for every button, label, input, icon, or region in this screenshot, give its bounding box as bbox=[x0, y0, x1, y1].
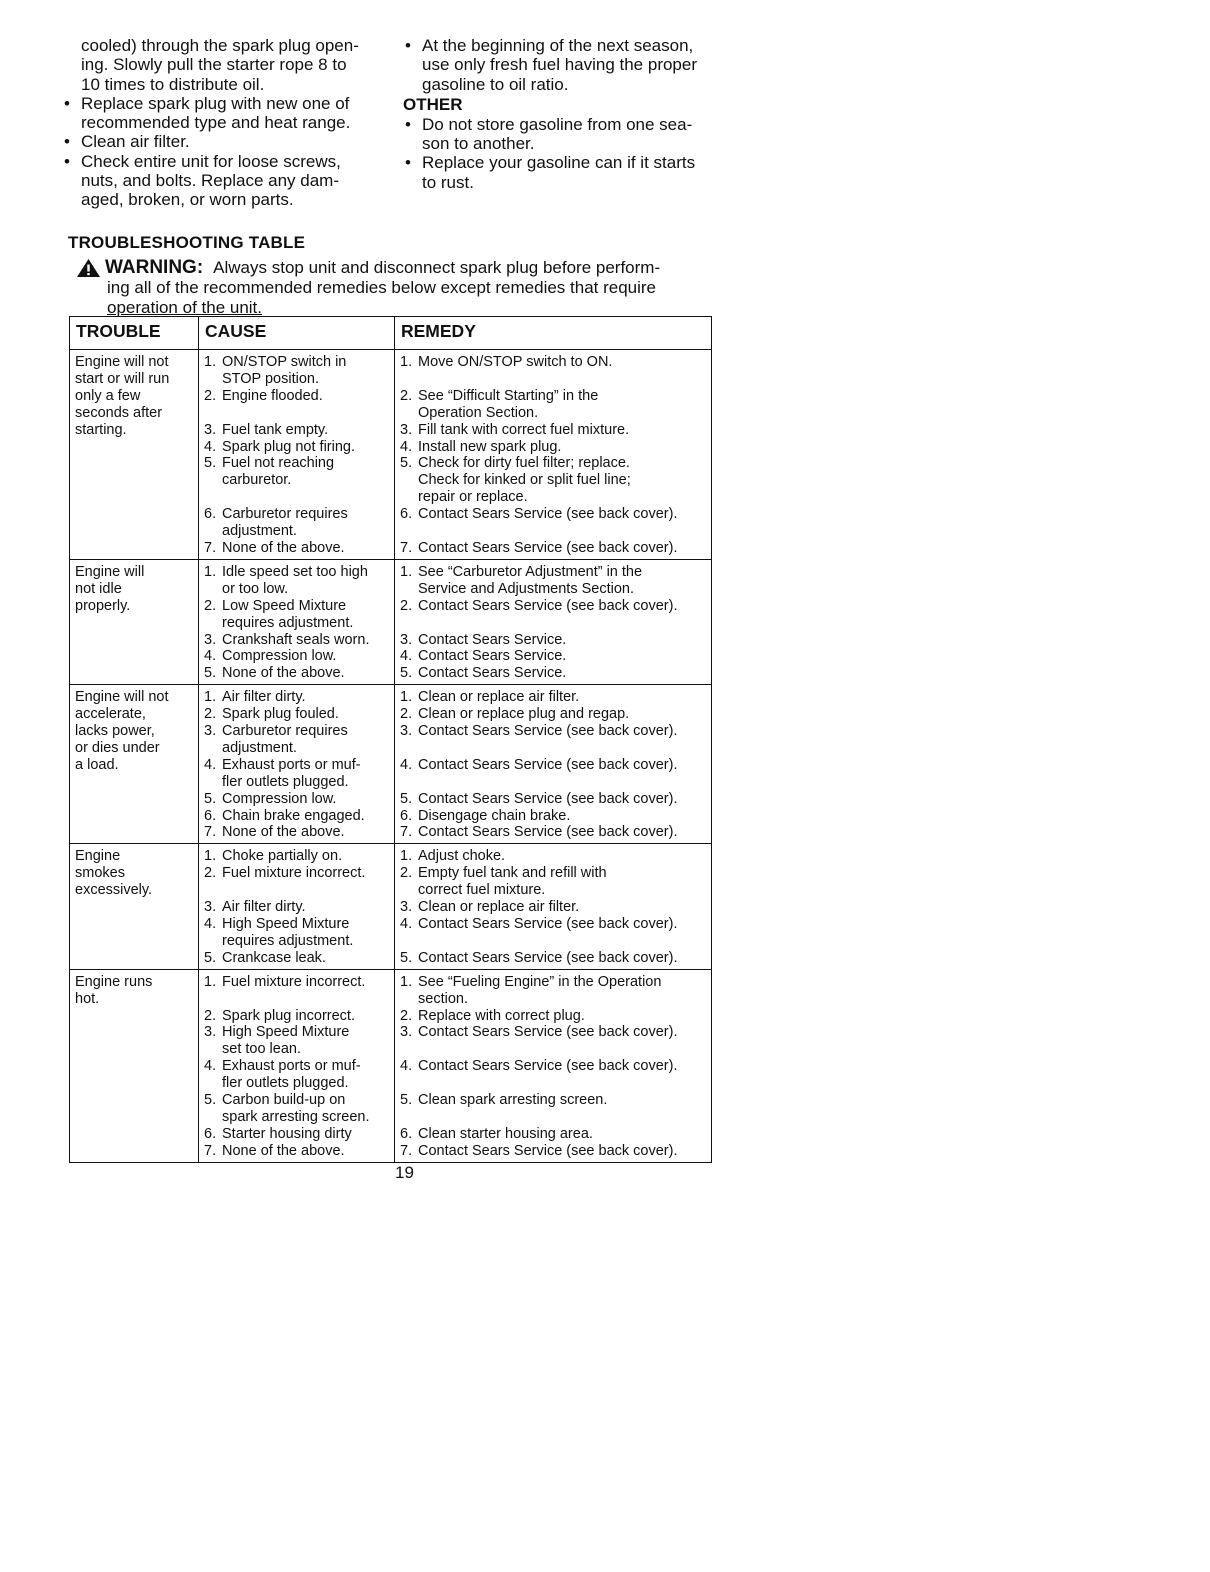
bullet-item: • Check entire unit for loose screws, nuts, and bolts. Replace any dam- aged, broken, or worn parts. bbox=[62, 152, 392, 210]
remedy-item: 2. Replace with correct plug. bbox=[400, 1007, 585, 1024]
right-bullet-list bbox=[403, 36, 723, 94]
bullet-item: • Clean air filter. bbox=[62, 132, 392, 151]
remedy-item: 7. Contact Sears Service (see back cover). bbox=[400, 1142, 678, 1159]
remedy-item: 5. Clean spark arresting screen. bbox=[400, 1092, 608, 1109]
trouble-cell: Engine will not accelerate, lacks power, or dies under a load. bbox=[70, 685, 199, 844]
other-heading: OTHER bbox=[403, 94, 463, 114]
remedy-cell bbox=[395, 969, 712, 1162]
bullet-item: • Do not store gasoline from one sea- son to another. bbox=[403, 115, 723, 154]
header-trouble: TROUBLE bbox=[70, 317, 199, 350]
cause-item: 2. Engine flooded. bbox=[204, 387, 323, 404]
remedy-item: 5. Check for dirty fuel filter; replace. Check for kinked or split fuel line; repair or replace. bbox=[400, 455, 631, 506]
remedy-item: 5. Contact Sears Service (see back cover). bbox=[400, 790, 678, 807]
bullet-item: • Replace your gasoline can if it starts to rust. bbox=[403, 153, 723, 192]
remedy-item: 4. Contact Sears Service (see back cover). bbox=[400, 756, 678, 773]
remedy-item: 3. Contact Sears Service (see back cover). bbox=[400, 723, 678, 740]
cause-item: 4. Compression low. bbox=[204, 648, 337, 665]
cause-item: 2. Spark plug fouled. bbox=[204, 706, 339, 723]
cause-item: 7. None of the above. bbox=[204, 1142, 345, 1159]
left-column bbox=[62, 36, 392, 210]
cause-cell bbox=[199, 350, 395, 560]
continuation-text: cooled) through the spark plug open- ing. Slowly pull the starter rope 8 to 10 times to distribute oil. bbox=[81, 36, 359, 94]
warning-text-line-1: Always stop unit and disconnect spark plug before perform- bbox=[213, 258, 661, 277]
troubleshooting-title: TROUBLESHOOTING TABLE bbox=[68, 233, 306, 252]
cause-item: 5. None of the above. bbox=[204, 665, 345, 682]
cause-item: 4. Spark plug not firing. bbox=[204, 438, 355, 455]
table-body bbox=[70, 350, 712, 1163]
table-row bbox=[70, 350, 712, 560]
trouble-cell: Engine runs hot. bbox=[70, 969, 199, 1162]
remedy-item: 2. See “Difficult Starting” in the Operation Section. bbox=[400, 387, 599, 421]
cause-item: 5. Crankcase leak. bbox=[204, 949, 326, 966]
cause-item: 5. Carbon build-up on spark arresting screen. bbox=[204, 1092, 370, 1125]
cause-cell bbox=[199, 969, 395, 1162]
cause-item: 2. Low Speed Mixture requires adjustment. bbox=[204, 597, 354, 631]
remedy-item: 5. Contact Sears Service. bbox=[400, 665, 567, 682]
trouble-cell: Engine will not start or will run only a few seconds after starting. bbox=[70, 350, 199, 560]
remedy-item: 4. Install new spark plug. bbox=[400, 438, 562, 455]
bullet-item: • At the beginning of the next season, use only fresh fuel having the proper gasoline to oil ratio. bbox=[403, 36, 723, 94]
remedy-item: 6. Clean starter housing area. bbox=[400, 1125, 593, 1142]
cause-cell bbox=[199, 559, 395, 684]
cause-item: 5. Fuel not reaching carburetor. bbox=[204, 455, 335, 489]
cause-item: 3. Crankshaft seals worn. bbox=[204, 631, 370, 648]
cause-item: 3. High Speed Mixture set too lean. bbox=[204, 1024, 350, 1058]
remedy-item: 1. Move ON/STOP switch to ON. bbox=[400, 354, 613, 370]
other-bullet-list bbox=[403, 115, 723, 192]
trouble-cell: Engine smokes excessively. bbox=[70, 844, 199, 969]
cause-item: 1. Idle speed set too high or too low. bbox=[204, 563, 368, 597]
warning-text-line-3: operation of the unit. bbox=[107, 298, 263, 317]
header-cause: CAUSE bbox=[199, 317, 395, 350]
bullet-item: • Replace spark plug with new one of recommended type and heat range. bbox=[62, 94, 392, 133]
cause-cell bbox=[199, 844, 395, 969]
remedy-item: 4. Contact Sears Service (see back cover). bbox=[400, 1058, 678, 1075]
cause-item: 1. Choke partially on. bbox=[204, 848, 343, 865]
right-column bbox=[403, 36, 723, 192]
cause-item: 2. Spark plug incorrect. bbox=[204, 1007, 355, 1024]
cause-item: 1. Fuel mixture incorrect. bbox=[204, 973, 366, 990]
table-header-row bbox=[70, 317, 712, 350]
warning-block bbox=[76, 258, 716, 318]
table-row bbox=[70, 969, 712, 1162]
table-row bbox=[70, 559, 712, 684]
trouble-cell: Engine will not idle properly. bbox=[70, 559, 199, 684]
remedy-item: 2. Clean or replace plug and regap. bbox=[400, 706, 630, 723]
cause-item: 4. Exhaust ports or muf- fler outlets plugged. bbox=[204, 1058, 361, 1092]
remedy-cell bbox=[395, 685, 712, 844]
remedy-item: 1. Adjust choke. bbox=[400, 848, 506, 865]
remedy-item: 4. Contact Sears Service (see back cover). bbox=[400, 916, 678, 932]
remedy-item: 1. Clean or replace air filter. bbox=[400, 689, 580, 706]
remedy-item: 7. Contact Sears Service (see back cover). bbox=[400, 539, 678, 556]
cause-item: 3. Carburetor requires adjustment. bbox=[204, 723, 348, 756]
remedy-item: 2. Empty fuel tank and refill with correct fuel mixture. bbox=[400, 865, 607, 899]
remedy-item: 3. Clean or replace air filter. bbox=[400, 899, 580, 916]
page-number: 19 bbox=[395, 1163, 414, 1182]
remedy-item: 4. Contact Sears Service. bbox=[400, 648, 567, 665]
warning-text-line-2: ing all of the recommended remedies below except remedies that require bbox=[107, 278, 657, 297]
cause-item: 7. None of the above. bbox=[204, 824, 345, 841]
cause-item: 3. Air filter dirty. bbox=[204, 899, 306, 916]
remedy-item: 5. Contact Sears Service (see back cover). bbox=[400, 949, 678, 966]
cause-cell bbox=[199, 685, 395, 844]
cause-item: 7. None of the above. bbox=[204, 539, 345, 556]
remedy-item: 2. Contact Sears Service (see back cover). bbox=[400, 597, 678, 614]
remedy-item: 7. Contact Sears Service (see back cover). bbox=[400, 824, 678, 841]
header-remedy: REMEDY bbox=[395, 317, 712, 350]
table-row bbox=[70, 844, 712, 969]
cause-item: 4. Exhaust ports or muf- fler outlets plugged. bbox=[204, 756, 361, 790]
cause-item: 6. Starter housing dirty bbox=[204, 1125, 352, 1142]
remedy-item: 3. Contact Sears Service (see back cover). bbox=[400, 1024, 678, 1041]
remedy-item: 1. See “Fueling Engine” in the Operation section. bbox=[400, 973, 662, 1007]
remedy-item: 6. Disengage chain brake. bbox=[400, 807, 571, 824]
cause-item: 3. Fuel tank empty. bbox=[204, 421, 329, 438]
warning-triangle-icon bbox=[76, 258, 101, 278]
warning-label: WARNING: bbox=[105, 257, 204, 278]
remedy-item: 6. Contact Sears Service (see back cover). bbox=[400, 506, 678, 523]
cause-item: 4. High Speed Mixture requires adjustment. bbox=[204, 916, 354, 949]
remedy-item: 3. Fill tank with correct fuel mixture. bbox=[400, 421, 630, 438]
table-row bbox=[70, 685, 712, 844]
remedy-cell bbox=[395, 559, 712, 684]
remedy-item: 3. Contact Sears Service. bbox=[400, 631, 567, 648]
cause-item: 6. Chain brake engaged. bbox=[204, 807, 365, 824]
cause-item: 1. Air filter dirty. bbox=[204, 689, 306, 706]
remedy-item: 1. See “Carburetor Adjustment” in the Service and Adjustments Section. bbox=[400, 563, 643, 597]
left-bullet-list bbox=[62, 94, 392, 210]
remedy-cell bbox=[395, 844, 712, 969]
cause-item: 2. Fuel mixture incorrect. bbox=[204, 865, 366, 882]
cause-item: 6. Carburetor requires adjustment. bbox=[204, 506, 348, 540]
remedy-cell bbox=[395, 350, 712, 560]
troubleshooting-table bbox=[69, 316, 712, 1163]
cause-item: 1. ON/STOP switch in STOP position. bbox=[204, 354, 347, 387]
cause-item: 5. Compression low. bbox=[204, 790, 337, 807]
